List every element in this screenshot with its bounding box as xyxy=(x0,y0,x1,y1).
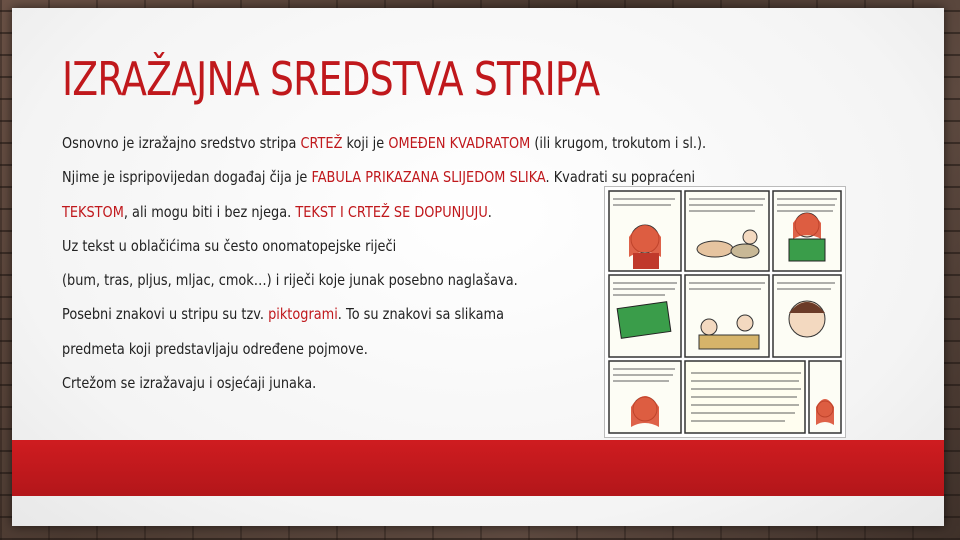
body-text: Crtežom se izražavaju i osjećaji junaka. xyxy=(62,374,317,393)
comic-strip-image xyxy=(604,186,846,438)
body-text: . xyxy=(487,202,492,221)
body-text: Uz tekst u oblačićima su često onomatopejske riječi xyxy=(62,236,397,255)
highlighted-term: TEKSTOM xyxy=(62,202,124,221)
body-text: (ili krugom, trokutom i sl.). xyxy=(530,134,707,152)
body-line xyxy=(62,126,767,160)
highlighted-term: OMEĐEN KVADRATOM xyxy=(388,134,531,152)
body-text: Njime je ispripovijedan događaj čija je xyxy=(62,168,312,187)
body-text: Posebni znakovi u stripu su tzv. xyxy=(62,305,269,324)
slide-title: IZRAŽAJNA SREDSTVA STRIPA xyxy=(62,52,600,106)
highlighted-term: CRTEŽ xyxy=(300,134,343,152)
highlighted-term: FABULA PRIKAZANA SLIJEDOM SLIKA xyxy=(311,168,546,187)
highlighted-term: piktogrami xyxy=(268,305,338,324)
body-text: Osnovno je izražajno sredstvo stripa xyxy=(62,134,301,152)
comic-strip-drawing xyxy=(605,187,845,437)
body-text: , ali mogu biti i bez njega. xyxy=(123,202,296,221)
body-text: . Kvadrati su popraćeni xyxy=(545,168,696,187)
red-footer-bar xyxy=(12,440,944,496)
body-text: predmeta koji predstavljaju određene pojmove. xyxy=(62,339,368,358)
slide xyxy=(12,8,944,526)
body-text: koji je xyxy=(342,134,389,152)
body-text: (bum, tras, pljus, mljac, cmok…) i riječi koje junak posebno naglašava. xyxy=(62,271,518,290)
highlighted-term: TEKST I CRTEŽ SE DOPUNJUJU xyxy=(295,202,488,221)
body-text: . To su znakovi sa slikama xyxy=(337,305,504,324)
